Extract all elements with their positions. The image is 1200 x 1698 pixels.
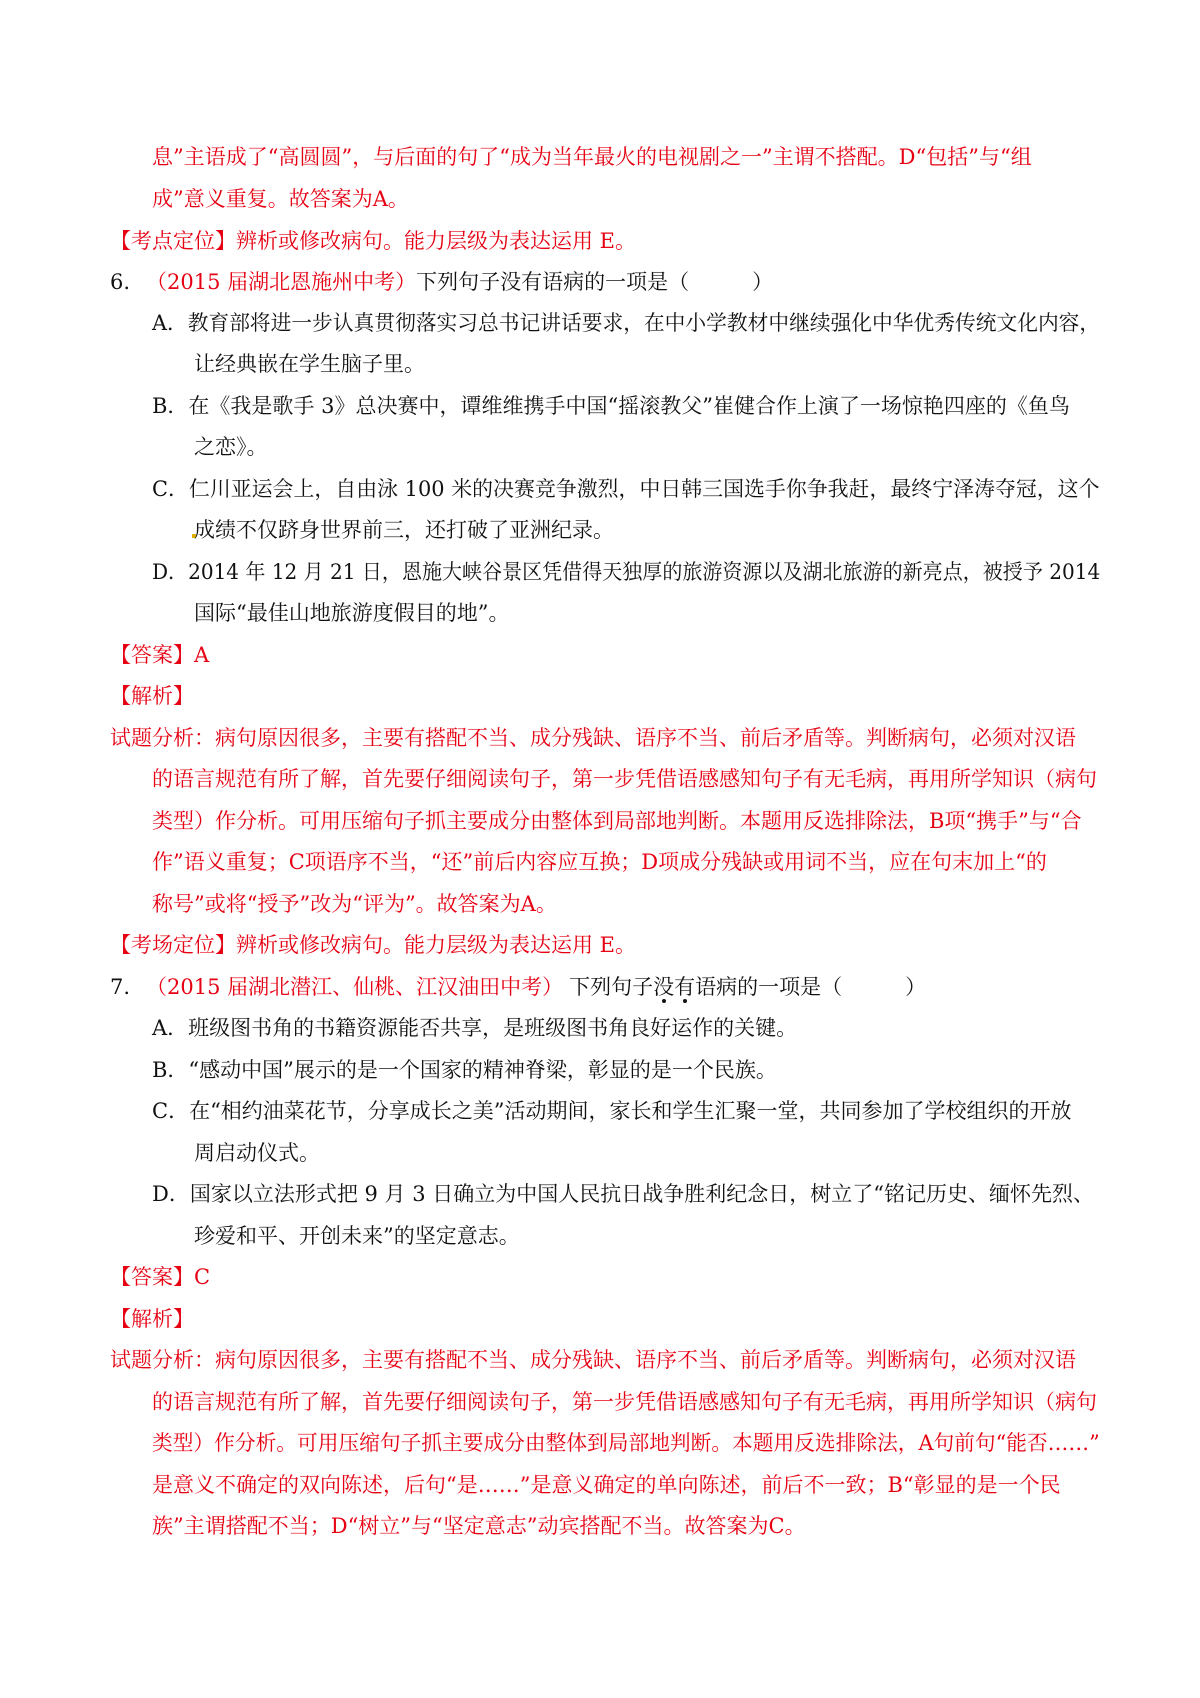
prev-kaodian: 【考点定位】辨析或修改病句。能力层级为表达运用 E。 — [110, 229, 637, 253]
q7-option-d-line-2: 珍爱和平、开创未来”的坚定意志。 — [194, 1224, 520, 1248]
q6-option-a-line-2: 让经典嵌在学生脑子里。 — [194, 352, 425, 376]
q6-option-d-line-2: 国际“最佳山地旅游度假目的地”。 — [194, 601, 510, 625]
question-7-stem-emph-2: 有 — [674, 975, 696, 999]
q7-analysis-line-1: 试题分析：病句原因很多，主要有搭配不当、成分残缺、语序不当、前后矛盾等。判断病句，必须对汉语 — [110, 1348, 1076, 1372]
q7-option-b: B．“感动中国”展示的是一个国家的精神脊梁，彰显的是一个民族。 — [152, 1058, 777, 1082]
question-6-source: （2015 届湖北恩施州中考） — [146, 270, 417, 294]
q6-answer: 【答案】A — [110, 643, 210, 667]
q7-analysis-line-2: 的语言规范有所了解，首先要仔细阅读句子，第一步凭借语感感知句子有无毛病，再用所学知识（病句 — [152, 1390, 1097, 1414]
q6-analysis-line-3: 类型）作分析。可用压缩句子抓主要成分由整体到局部地判断。本题用反选排除法，B项“携手”与“合 — [152, 809, 1082, 833]
question-7-header — [110, 972, 926, 1002]
question-6-header — [110, 267, 773, 297]
q7-analysis-line-3: 类型）作分析。可用压缩句子抓主要成分由整体到局部地判断。本题用反选排除法，A句前句“能否……” — [152, 1431, 1100, 1455]
question-7-stem-pre: 下列句子 — [569, 975, 654, 999]
q7-option-d-line-1: D．国家以立法形式把 9 月 3 日确立为中国人民抗日战争胜利纪念日，树立了“铭记历史、缅怀先烈、 — [152, 1182, 1094, 1206]
q6-option-c-line-1: C．仁川亚运会上，自由泳 100 米的决赛竞争激烈，中日韩三国选手你争我赶，最终宁泽涛夺冠，这个 — [152, 477, 1100, 501]
q7-jiexi-label: 【解析】 — [110, 1307, 194, 1331]
q6-analysis-line-2: 的语言规范有所了解，首先要仔细阅读句子，第一步凭借语感感知句子有无毛病，再用所学知识（病句 — [152, 767, 1097, 791]
q7-option-c-line-2: 周启动仪式。 — [194, 1141, 320, 1165]
q6-option-b-line-1: B．在《我是歌手 3》总决赛中，谭维维携手中国“摇滚教父”崔健合作上演了一场惊艳四座的《鱼鸟 — [152, 394, 1070, 418]
q6-option-d-line-1: D．2014 年 12 月 21 日，恩施大峡谷景区凭借得天独厚的旅游资源以及湖北旅游的新亮点，被授予 2014 — [152, 560, 1101, 584]
q7-option-a: A．班级图书角的书籍资源能否共享，是班级图书角良好运作的关键。 — [152, 1016, 798, 1040]
q7-analysis-line-5: 族”主谓搭配不当；D“树立”与“坚定意志”动宾搭配不当。故答案为C。 — [152, 1514, 806, 1538]
q7-option-c-line-1: C．在“相约油菜花节，分享成长之美”活动期间，家长和学生汇聚一堂，共同参加了学校组织的开放 — [152, 1099, 1072, 1123]
prev-analysis-line-1: 息”主语成了“高圆圆”，与后面的句了“成为当年最火的电视剧之一”主谓不搭配。D“包括”与“组 — [152, 145, 1032, 169]
q6-kaodian: 【考场定位】辨析或修改病句。能力层级为表达运用 E。 — [110, 933, 637, 957]
q6-analysis-line-5: 称号”或将“授予”改为“评为”。故答案为A。 — [152, 892, 557, 916]
question-6-stem: 下列句子没有语病的一项是（ ） — [416, 270, 774, 294]
q7-analysis-line-4: 是意义不确定的双向陈述，后句“是……”是意义确定的单向陈述，前后不一致；B“彰显的是一个民 — [152, 1473, 1061, 1497]
prev-analysis-line-2: 成”意义重复。故答案为A。 — [152, 187, 409, 211]
q6-option-a-line-1: A．教育部将进一步认真贯彻落实习总书记讲话要求，在中小学教材中继续强化中华优秀传统文化内容， — [152, 311, 1101, 335]
question-7-number: 7. — [110, 975, 131, 999]
q6-option-b-line-2: 之恋》。 — [194, 435, 268, 459]
question-7-stem-emph-1: 没 — [653, 975, 675, 999]
q6-analysis-line-1: 试题分析：病句原因很多，主要有搭配不当、成分残缺、语序不当、前后矛盾等。判断病句，必须对汉语 — [110, 726, 1076, 750]
q7-answer: 【答案】C — [110, 1265, 211, 1289]
q6-analysis-line-4: 作”语义重复；C项语序不当，“还”前后内容应互换；D项成分残缺或用词不当，应在句末加上“的 — [152, 850, 1047, 874]
q6-jiexi-label: 【解析】 — [110, 684, 194, 708]
question-6-number: 6. — [110, 270, 131, 294]
question-7-source: （2015 届湖北潜江、仙桃、江汉油田中考） — [146, 975, 564, 999]
question-7-stem-post: 语病的一项是（ ） — [695, 975, 927, 999]
q6-option-c-line-2: 成绩不仅跻身世界前三，还打破了亚洲纪录。 — [194, 518, 614, 542]
